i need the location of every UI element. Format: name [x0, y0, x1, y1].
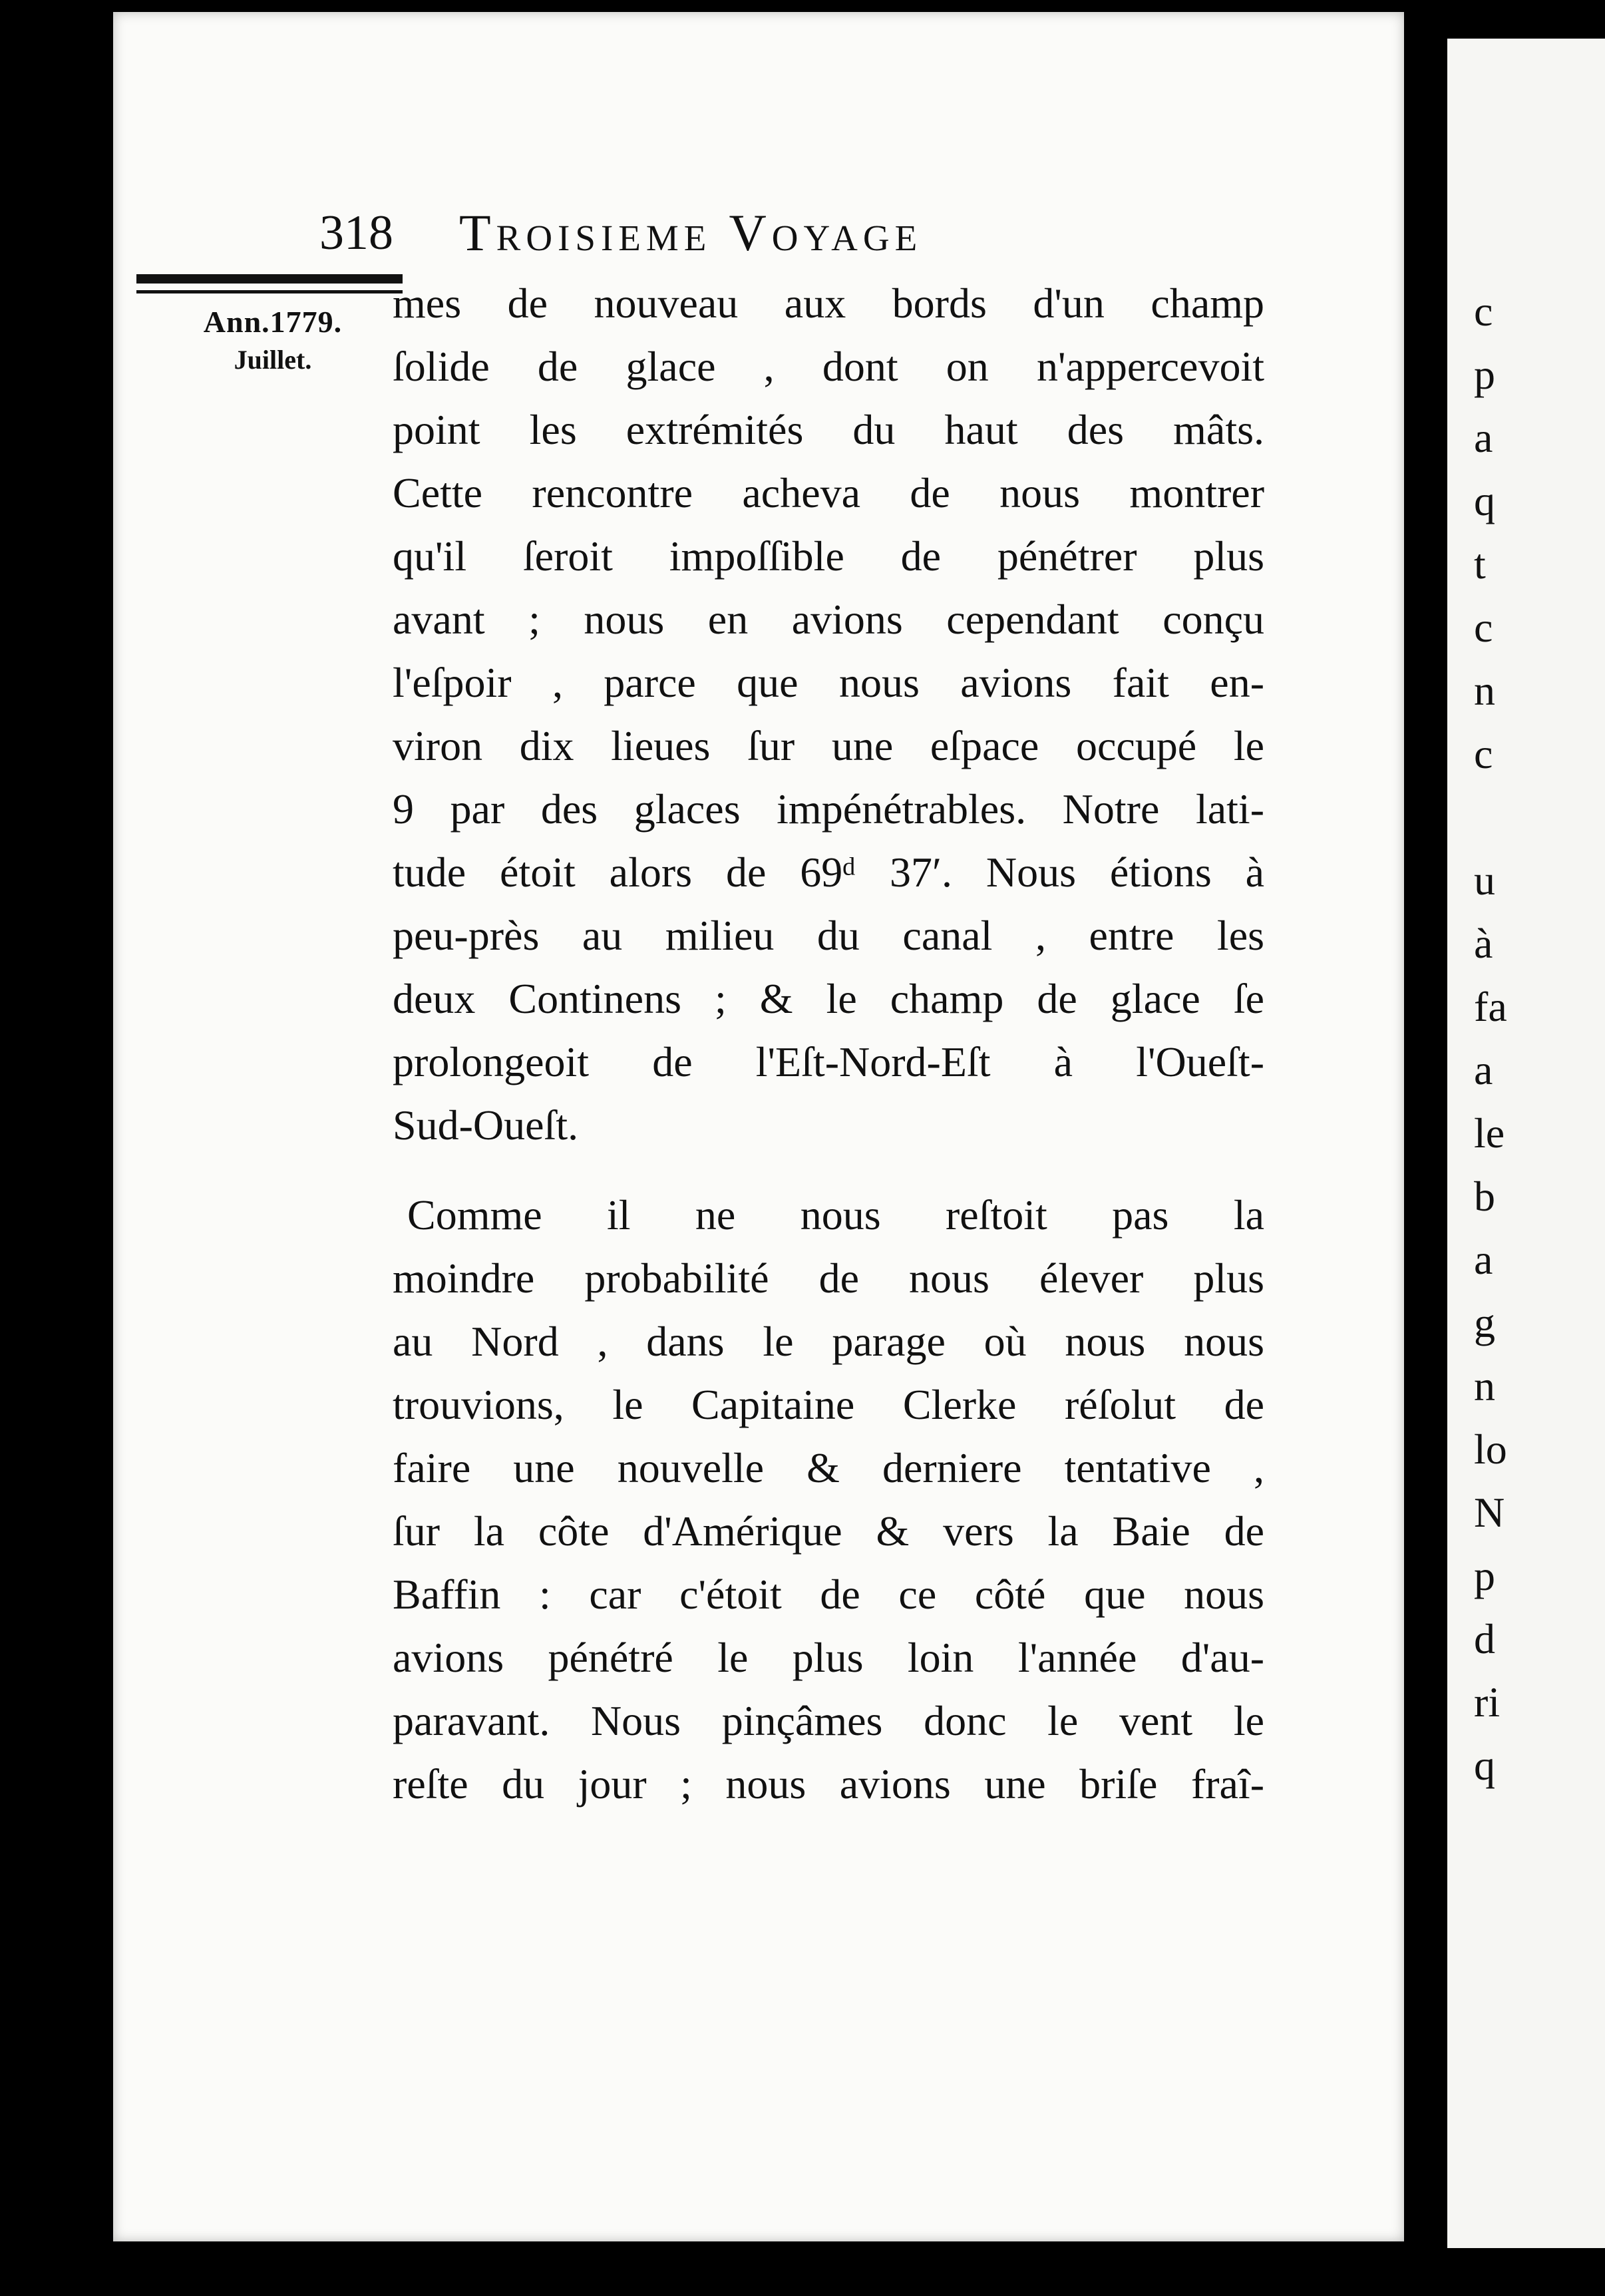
facing-text-fragment: p [1474, 351, 1495, 398]
text-line: reſte du jour ; nous avions une briſe fraî- [393, 1760, 1264, 1808]
text-line: Sud-Oueſt. [393, 1101, 579, 1149]
facing-text-fragment: t [1474, 540, 1486, 588]
text-line: mes de nouveau aux bords d'un champ [393, 280, 1264, 327]
facing-text-fragment: a [1474, 414, 1493, 461]
margin-rule-thick [136, 274, 403, 284]
margin-rule-thin [136, 290, 403, 293]
facing-text-fragment: g [1474, 1299, 1495, 1346]
text-line: paravant. Nous pinçâmes donc le vent le [393, 1697, 1264, 1744]
text-line: au Nord , dans le parage où nous nous [393, 1318, 1264, 1365]
facing-text-fragment: a [1474, 1046, 1493, 1093]
body-text [393, 272, 1264, 1816]
facing-text-fragment: q [1474, 1742, 1495, 1789]
page-number: 318 [319, 206, 393, 260]
text-line: tude étoit alors de 69ᵈ 37′. Nous étions à [393, 849, 1264, 896]
running-head [319, 200, 1224, 266]
paragraph-break [393, 1157, 1264, 1183]
page-title: Troisieme Voyage [459, 204, 923, 262]
text-line: faire une nouvelle & derniere tentative , [393, 1444, 1264, 1491]
text-line: deux Continens ; & le champ de glace ſe [393, 975, 1264, 1022]
facing-text-fragment: p [1474, 1552, 1495, 1599]
text-line: prolongeoit de l'Eſt-Nord-Eſt à l'Oueſt- [393, 1038, 1264, 1085]
text-line: l'eſpoir , parce que nous avions fait en- [393, 659, 1264, 706]
facing-text-fragment: b [1474, 1173, 1495, 1220]
facing-text-fragment: c [1474, 730, 1493, 777]
text-line: avions pénétré le plus loin l'année d'au- [393, 1634, 1264, 1681]
margin-note [133, 303, 413, 379]
facing-text-fragment: lo [1474, 1426, 1507, 1473]
facing-text-fragment: q [1474, 477, 1495, 524]
facing-page-text [1474, 280, 1600, 1797]
text-line: moindre probabilité de nous élever plus [393, 1254, 1264, 1302]
facing-text-fragment: c [1474, 604, 1493, 651]
facing-text-fragment: N [1474, 1489, 1505, 1536]
facing-text-fragment: d [1474, 1615, 1495, 1662]
text-line: ſolide de glace , dont on n'appercevoit [393, 343, 1264, 390]
facing-text-fragment: le [1474, 1109, 1505, 1157]
facing-text-fragment: n [1474, 1362, 1495, 1410]
facing-text-fragment [1474, 785, 1600, 849]
text-line: ſur la côte d'Amérique & vers la Baie de [393, 1507, 1264, 1555]
facing-text-fragment: fa [1474, 983, 1507, 1030]
facing-text-fragment: c [1474, 287, 1493, 335]
text-line: viron dix lieues ſur une eſpace occupé le [393, 722, 1264, 769]
text-line: avant ; nous en avions cependant conçu [393, 596, 1264, 643]
text-line: Comme il ne nous reſtoit pas la [407, 1191, 1264, 1239]
facing-text-fragment: ri [1474, 1678, 1501, 1726]
text-line: peu-près au milieu du canal , entre les [393, 912, 1264, 959]
facing-text-fragment: u [1474, 857, 1495, 904]
text-line: 9 par des glaces impénétrables. Notre lati- [393, 785, 1264, 833]
text-line: point les extrémités du haut des mâts. [393, 406, 1264, 453]
text-line: trouvions, le Capitaine Clerke réſolut de [393, 1381, 1264, 1428]
facing-text-fragment: a [1474, 1236, 1493, 1283]
text-line: qu'il ſeroit impoſſible de pénétrer plus [393, 532, 1264, 580]
facing-text-fragment: à [1474, 920, 1493, 967]
margin-note-year: Ann.1779. [203, 305, 343, 339]
facing-text-fragment: n [1474, 667, 1495, 714]
margin-note-month: Juillet. [234, 345, 312, 375]
text-line: Baffin : car c'étoit de ce côté que nous [393, 1571, 1264, 1618]
text-line: Cette rencontre acheva de nous montrer [393, 469, 1264, 516]
